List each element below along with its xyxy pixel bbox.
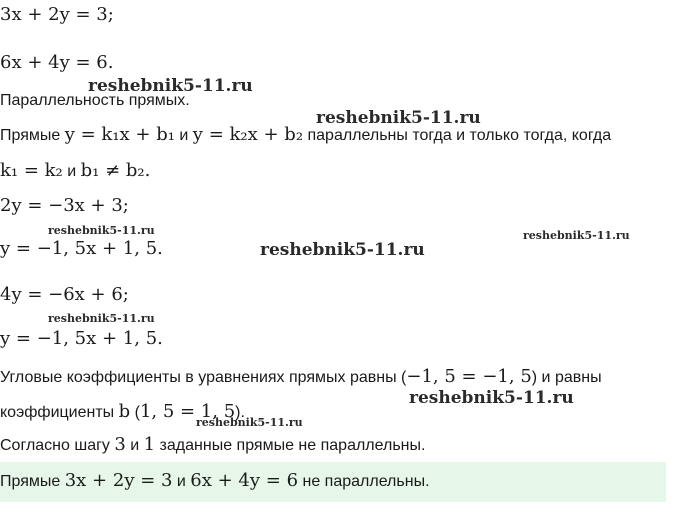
parallel-rule [0,124,611,145]
watermark: reshebnik5-11.ru [196,416,303,429]
answer-text-3: не параллельны. [298,473,430,490]
answer-math-2: 6x + 4y = 6 [190,470,299,491]
rule-math-1: y = k₁x + b₁ [64,124,175,145]
answer-text-1: Прямые [0,473,65,490]
step-conclusion [0,434,425,455]
step-math-2: 1 [143,434,156,455]
watermark: reshebnik5-11.ru [523,229,630,242]
rule-text-2: и [174,127,193,144]
answer-box [0,462,666,502]
equation-1: 3x + 2y = 3; [0,4,114,25]
coefs-text-1: коэффициенты [0,404,119,421]
slopes-text-2: ) и равны [531,369,602,386]
step-text-1: Согласно шагу [0,437,115,454]
equation-2: 6x + 4y = 6. [0,52,114,73]
equation-3: 2y = −3x + 3; [0,195,129,216]
watermark: reshebnik5-11.ru [260,240,425,260]
rule-text-1: Прямые [0,127,65,144]
step-text-2: и [125,437,144,454]
equation-6: y = −1, 5x + 1, 5. [0,328,163,349]
step-math-1: 3 [114,434,126,455]
parallel-condition [0,160,150,181]
rule-math-2: y = k₂x + b₂ [192,124,304,145]
rule-text-3: параллельны тогда и только тогда, когда [303,127,612,144]
watermark: reshebnik5-11.ru [48,312,155,325]
coefs-math-1: b [118,401,131,422]
coefs-text-2: ( [130,404,140,421]
equation-4: y = −1, 5x + 1, 5. [0,238,163,259]
coefs-math-2: 1, 5 = 1, 5 [139,401,236,422]
slopes-statement [0,366,602,387]
answer-text-2: и [172,473,191,490]
watermark: reshebnik5-11.ru [88,76,253,96]
slopes-math-1: −1, 5 = −1, 5 [406,366,532,387]
step-text-3: заданные прямые не параллельны. [155,437,426,454]
section-heading: Параллельность прямых. [0,92,190,109]
watermark: reshebnik5-11.ru [48,224,155,237]
cond-math-1: k₁ = k₂ [0,160,63,181]
answer-math-1: 3x + 2y = 3 [64,470,173,491]
watermark: reshebnik5-11.ru [409,388,574,408]
cond-math-2: b₁ ≠ b₂. [80,160,151,181]
watermark: reshebnik5-11.ru [316,108,481,128]
coefs-text-3: ). [235,404,245,421]
cond-text-1: и [62,163,81,180]
slopes-text-1: Угловые коэффициенты в уравнениях прямых равны ( [0,369,407,386]
answer-text [0,470,430,491]
equation-5: 4y = −6x + 6; [0,284,129,305]
